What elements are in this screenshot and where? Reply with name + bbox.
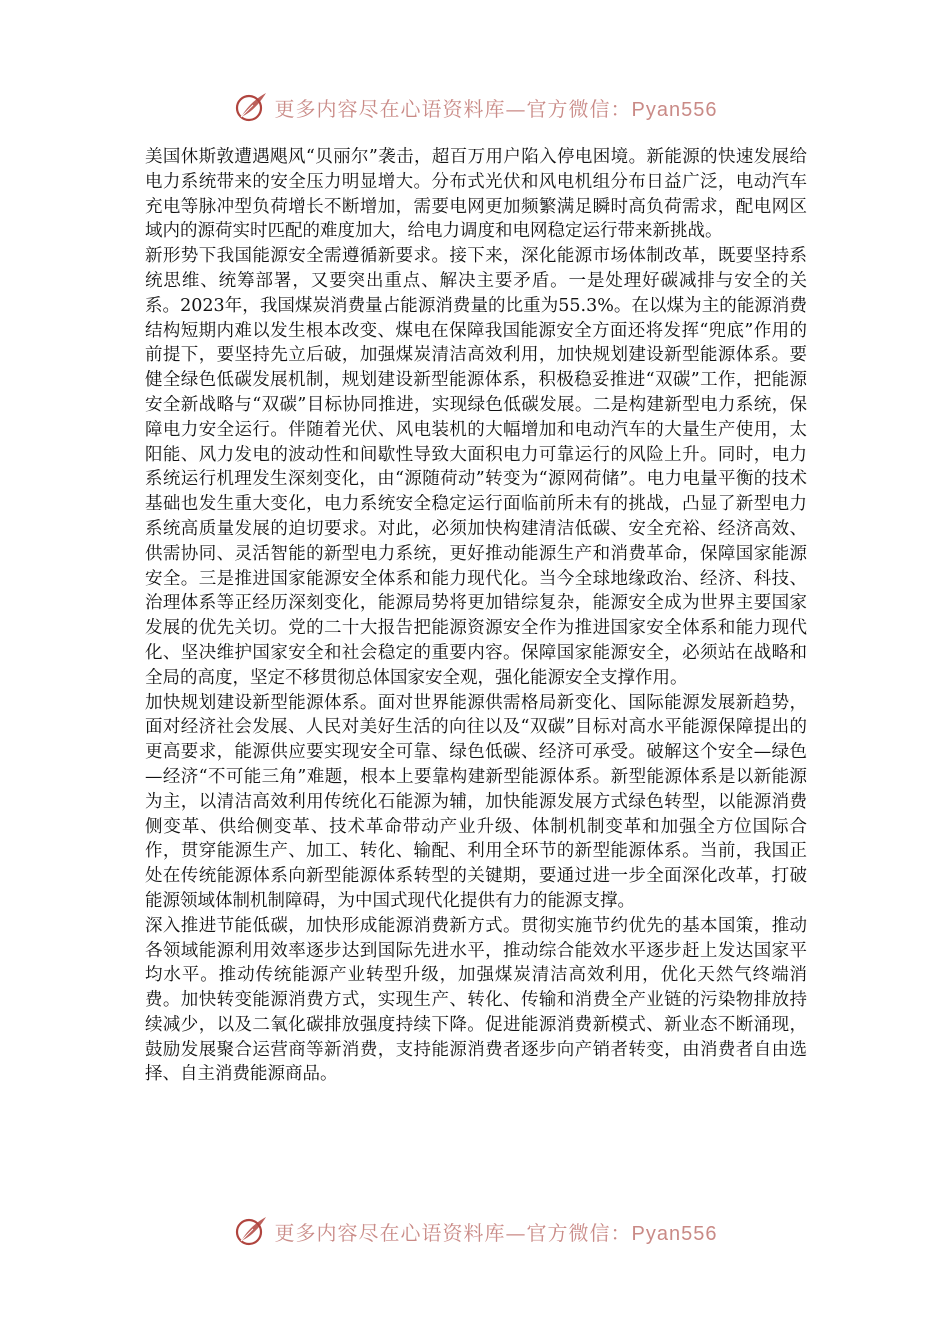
header-watermark-text: 更多内容尽在心语资料库—官方微信：Pyan556 (274, 96, 718, 121)
paragraph-4: 深入推进节能低碳，加快形成能源消费新方式。贯彻实施节约优先的基本国策，推动各领域能源利用效率逐步达到国际先进水平，推动综合能效水平逐步赶上发达国家平均水平。推动传统能源产业转型升级，加强煤炭清洁高效利用，优化天然气终端消费。加快转变能源消费方式，实现生产、转化、传输和消费全产业链的污染物排放持续减少，以及二氧化碳排放强度持续下降。促进能源消费新模式、新业态不断涌现，鼓励发展聚合运营商等新消费，支持能源消费者逐步向产销者转变，由消费者自由选择、自主消费能源商品。 (145, 915, 807, 1085)
paragraph-1: 美国休斯敦遭遇飓风“贝丽尔”袭击，超百万用户陷入停电困境。新能源的快速发展给电力系统带来的安全压力明显增大。分布式光伏和风电机组分布日益广泛，电动汽车充电等脉冲型负荷增长不断增加，需要电网更加频繁满足瞬时高负荷需求，配电网区域内的源荷实时匹配的难度加大，给电力调度和电网稳定运行带来新挑战。 (145, 147, 807, 242)
paragraph-2: 新形势下我国能源安全需遵循新要求。接下来，深化能源市场体制改革，既要坚持系统思维、统筹部署，又要突出重点、解决主要矛盾。一是处理好碳减排与安全的关系。2023年，我国煤炭消费量占能源消费量的比重为55.3%。在以煤为主的能源消费结构短期内难以发生根本改变、煤电在保障我国能源安全方面还将发挥“兜底”作用的前提下，要坚持先立后破，加强煤炭清洁高效利用，加快规划建设新型能源体系。要健全绿色低碳发展机制，规划建设新型能源体系，积极稳妥推进“双碳”工作，把能源安全新战略与“双碳”目标协同推进，实现绿色低碳发展。二是构建新型电力系统，保障电力安全运行。伴随着光伏、风电装机的大幅增加和电动汽车的大量生产使用，太阳能、风力发电的波动性和间歇性导致大面积电力可靠运行的风险上升。同时，电力系统运行机理发生深刻变化，由“源随荷动”转变为“源网荷储”。电力电量平衡的技术基础也发生重大变化，电力系统安全稳定运行面临前所未有的挑战，凸显了新型电力系统高质量发展的迫切要求。对此，必须加快构建清洁低碳、安全充裕、经济高效、供需协同、灵活智能的新型电力系统，更好推动能源生产和消费革命，保障国家能源安全。三是推进国家能源安全体系和能力现代化。当今全球地缘政治、经济、科技、治理体系等正经历深刻变化，能源局势将更加错综复杂，能源安全成为世界主要国家发展的优先关切。党的二十大报告把能源资源安全作为推进国家安全体系和能力现代化、坚决维护国家安全和社会稳定的重要内容。保障国家能源安全，必须站在战略和全局的高度，坚定不移贯彻总体国家安全观，强化能源安全支撑作用。 (145, 246, 807, 688)
document-body (145, 145, 807, 1087)
quill-logo-icon (233, 1213, 269, 1249)
footer-watermark (0, 1206, 950, 1256)
header-watermark (0, 82, 950, 132)
paragraph-3: 加快规划建设新型能源体系。面对世界能源供需格局新变化、国际能源发展新趋势，面对经济社会发展、人民对美好生活的向往以及“双碳”目标对高水平能源保障提出的更高要求，能源供应要实现安全可靠、绿色低碳、经济可承受。破解这个安全—绿色—经济“不可能三角”难题，根本上要靠构建新型能源体系。新型能源体系是以新能源为主，以清洁高效利用传统化石能源为辅，加快能源发展方式绿色转型，以能源消费侧变革、供给侧变革、技术革命带动产业升级、体制机制变革和加强全方位国际合作，贯穿能源生产、加工、转化、输配、利用全环节的新型能源体系。当前，我国正处在传统能源体系向新型能源体系转型的关键期，要通过进一步全面深化改革，打破能源领域体制机制障碍，为中国式现代化提供有力的能源支撑。 (145, 692, 807, 911)
footer-watermark-text: 更多内容尽在心语资料库—官方微信：Pyan556 (274, 1220, 718, 1245)
quill-logo-icon (233, 89, 269, 125)
